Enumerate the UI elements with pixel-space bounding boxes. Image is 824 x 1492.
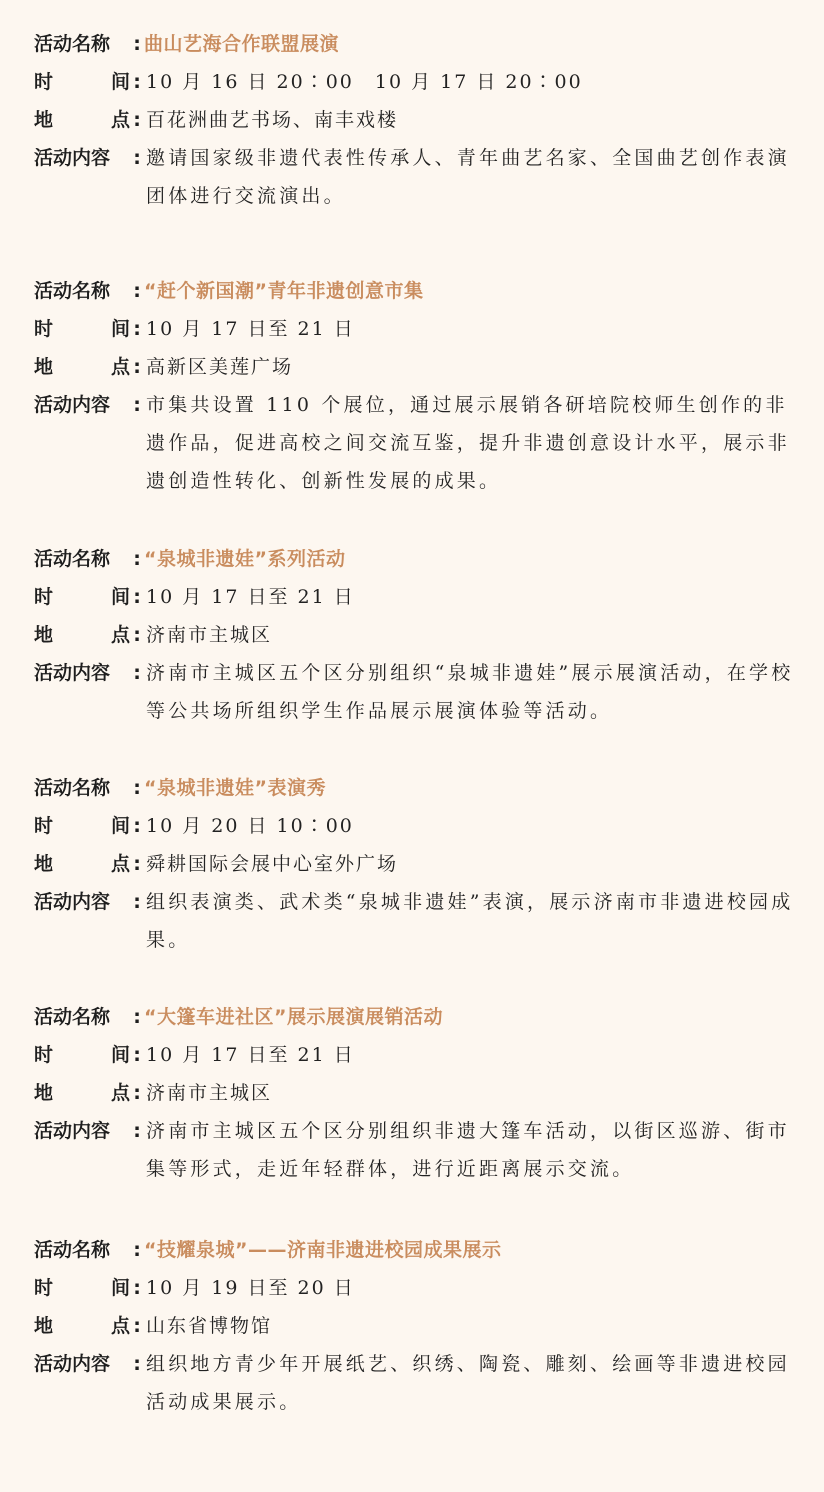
colon: : xyxy=(133,777,141,799)
colon: : xyxy=(133,394,141,416)
event-name-label: 活动名称 xyxy=(34,1239,111,1261)
event-name-row xyxy=(34,272,804,310)
event-time-label: 时 间 xyxy=(34,1044,130,1066)
event-time-label: 时 间 xyxy=(34,1277,130,1299)
colon: : xyxy=(133,853,141,875)
event-time-row xyxy=(34,1036,804,1074)
event-content-label: 活动内容 xyxy=(34,891,111,913)
event-content-row xyxy=(34,883,804,959)
event-time: 10 月 17 日至 21 日 xyxy=(146,1044,355,1066)
event-content: 邀请国家级非遗代表性传承人、青年曲艺名家、全国曲艺创作表演团体进行交流演出。 xyxy=(146,147,790,207)
event-name: “赶个新国潮”青年非遗创意市集 xyxy=(144,280,424,302)
event-place: 济南市主城区 xyxy=(146,624,273,646)
event-place-label: 地 点 xyxy=(34,1082,130,1104)
event-place-row xyxy=(34,616,804,654)
event-block xyxy=(34,540,804,730)
event-name: “大篷车进社区”展示展演展销活动 xyxy=(144,1006,443,1028)
colon: : xyxy=(133,71,141,93)
event-time-row xyxy=(34,578,804,616)
colon: : xyxy=(133,33,141,55)
event-place-label: 地 点 xyxy=(34,624,130,646)
event-content-row xyxy=(34,139,804,215)
event-place-label: 地 点 xyxy=(34,1315,130,1337)
event-block xyxy=(34,769,804,959)
colon: : xyxy=(133,147,141,169)
event-block xyxy=(34,1231,804,1421)
event-place-row xyxy=(34,1074,804,1112)
colon: : xyxy=(133,109,141,131)
event-place: 高新区美莲广场 xyxy=(146,356,294,378)
event-block xyxy=(34,25,804,215)
colon: : xyxy=(133,1353,141,1375)
event-time: 10 月 17 日至 21 日 xyxy=(146,586,355,608)
event-time-label: 时 间 xyxy=(34,815,130,837)
event-place-label: 地 点 xyxy=(34,853,130,875)
event-name: “泉城非遗娃”表演秀 xyxy=(144,777,326,799)
event-content: 组织地方青少年开展纸艺、织绣、陶瓷、雕刻、绘画等非遗进校园活动成果展示。 xyxy=(146,1353,790,1413)
event-name-row xyxy=(34,540,804,578)
event-place-label: 地 点 xyxy=(34,109,130,131)
event-content-label: 活动内容 xyxy=(34,394,111,416)
event-block xyxy=(34,998,804,1188)
event-content-label: 活动内容 xyxy=(34,1353,111,1375)
event-time: 10 月 19 日至 20 日 xyxy=(146,1277,355,1299)
event-name-label: 活动名称 xyxy=(34,548,111,570)
event-name-label: 活动名称 xyxy=(34,33,111,55)
event-name-row xyxy=(34,25,804,63)
colon: : xyxy=(133,1006,141,1028)
event-name: “泉城非遗娃”系列活动 xyxy=(144,548,346,570)
event-time-row xyxy=(34,63,804,101)
event-name-label: 活动名称 xyxy=(34,280,111,302)
colon: : xyxy=(133,280,141,302)
event-content-row xyxy=(34,386,804,500)
colon: : xyxy=(133,891,141,913)
event-place-row xyxy=(34,845,804,883)
colon: : xyxy=(133,1120,141,1142)
colon: : xyxy=(133,815,141,837)
event-place-row xyxy=(34,348,804,386)
event-name-row xyxy=(34,769,804,807)
event-time-label: 时 间 xyxy=(34,318,130,340)
event-content-row xyxy=(34,654,804,730)
event-place-row xyxy=(34,1307,804,1345)
event-content: 济南市主城区五个区分别组织“泉城非遗娃”展示展演活动，在学校等公共场所组织学生作品展示展演体验等活动。 xyxy=(146,662,794,722)
colon: : xyxy=(133,548,141,570)
event-time-label: 时 间 xyxy=(34,586,130,608)
colon: : xyxy=(133,624,141,646)
event-name-label: 活动名称 xyxy=(34,777,111,799)
event-time-row xyxy=(34,1269,804,1307)
colon: : xyxy=(133,1044,141,1066)
event-content-label: 活动内容 xyxy=(34,147,111,169)
event-place-row xyxy=(34,101,804,139)
event-place-label: 地 点 xyxy=(34,356,130,378)
colon: : xyxy=(133,662,141,684)
colon: : xyxy=(133,318,141,340)
event-content-label: 活动内容 xyxy=(34,662,111,684)
colon: : xyxy=(133,1239,141,1261)
event-block xyxy=(34,272,804,500)
event-time: 10 月 17 日至 21 日 xyxy=(146,318,355,340)
colon: : xyxy=(133,1315,141,1337)
event-place: 济南市主城区 xyxy=(146,1082,273,1104)
event-time-row xyxy=(34,310,804,348)
event-place: 舜耕国际会展中心室外广场 xyxy=(146,853,399,875)
event-content-row xyxy=(34,1112,804,1188)
colon: : xyxy=(133,586,141,608)
event-name-row xyxy=(34,998,804,1036)
event-name: “技耀泉城”——济南非遗进校园成果展示 xyxy=(144,1239,502,1261)
event-time: 10 月 20 日 10∶00 xyxy=(146,815,354,837)
event-name-label: 活动名称 xyxy=(34,1006,111,1028)
event-time-label: 时 间 xyxy=(34,71,130,93)
event-content: 济南市主城区五个区分别组织非遗大篷车活动，以街区巡游、街市集等形式，走近年轻群体，进行近距离展示交流。 xyxy=(146,1120,790,1180)
colon: : xyxy=(133,1277,141,1299)
event-time-row xyxy=(34,807,804,845)
colon: : xyxy=(133,1082,141,1104)
event-place: 百花洲曲艺书场、南丰戏楼 xyxy=(146,109,399,131)
event-content: 组织表演类、武术类“泉城非遗娃”表演，展示济南市非遗进校园成果。 xyxy=(146,891,794,951)
event-content-label: 活动内容 xyxy=(34,1120,111,1142)
event-content-row xyxy=(34,1345,804,1421)
colon: : xyxy=(133,356,141,378)
event-time: 10 月 16 日 20∶00 10 月 17 日 20∶00 xyxy=(146,71,583,93)
event-name: 曲山艺海合作联盟展演 xyxy=(144,33,340,55)
event-name-row xyxy=(34,1231,804,1269)
event-content: 市集共设置 110 个展位，通过展示展销各研培院校师生创作的非遗作品，促进高校之间交流互鉴，提升非遗创意设计水平，展示非遗创造性转化、创新性发展的成果。 xyxy=(146,394,790,492)
event-place: 山东省博物馆 xyxy=(146,1315,273,1337)
